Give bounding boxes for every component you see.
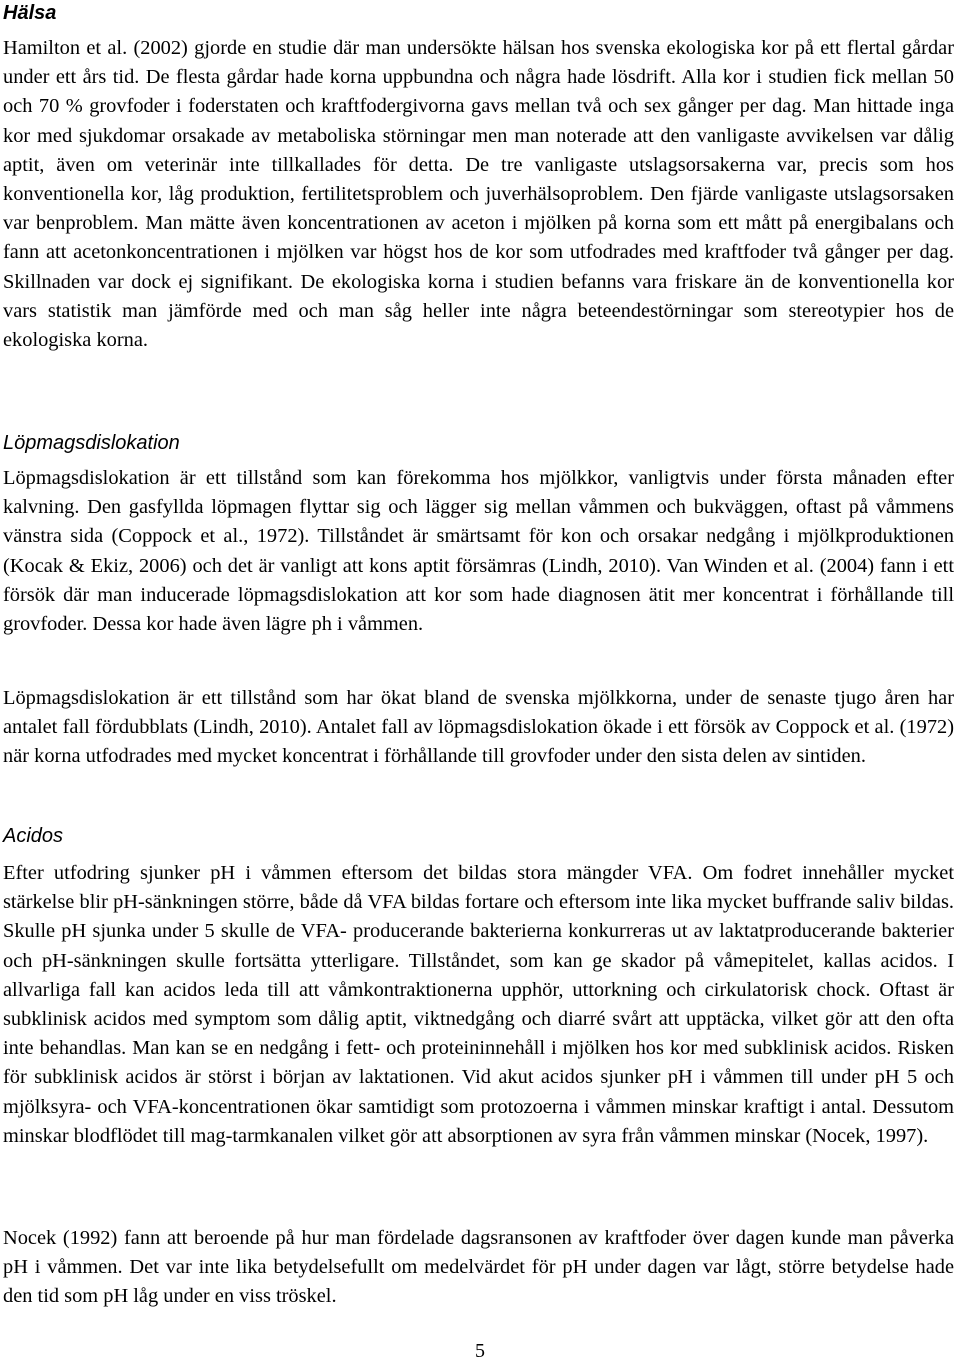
section-heading-halsa: Hälsa	[3, 2, 57, 24]
section-heading-acidos: Acidos	[3, 825, 64, 847]
paragraph-halsa-1: Hamilton et al. (2002) gjorde en studie där man undersökte hälsan hos svenska ekologiska kor på ett flertal gårdar under ett års tid. De flesta gårdar hade korna uppbundna och några hade lösdrift. Alla kor i studien fick mellan 50 och 70 % grovfoder i foderstaten och kraftfodergivorna gavs mellan två och sex gånger per dag. Man hittade inga kor med sjukdomar orsakade av metaboliska störningar men man noterade att den vanligaste avvikelsen var dålig aptit, även om veterinär inte tillkallades för detta. De tre vanligaste utslagsorsakerna var, precis som hos konventionella kor, låg produktion, fertilitetsproblem och juverhälsoproblem. Den fjärde vanligaste utslagsorsaken var benproblem. Man mätte även koncentrationen av aceton i mjölken på korna som ett mått på energibalans och fann att acetonkoncentrationen i mjölken var högst hos de kor som utfodrades med kraftfoder två gånger per dag. Skillnaden var dock ej signifikant. De ekologiska korna i studien befanns vara friskare än de konventionella kor vars statistik man jämförde med och man såg heller inte några beteendestörningar som stereotypier hos de ekologiska korna.	[3, 37, 954, 352]
paragraph-acidos-1: Efter utfodring sjunker pH i våmmen eftersom det bildas stora mängder VFA. Om fodret innehåller mycket stärkelse blir pH-sänkningen större, både då VFA bildas fortare och eftersom inte lika mycket buffrande saliv bildas. Skulle pH sjunka under 5 skulle de VFA- producerande bakterierna konkurreras ut av laktatproducerande bakterier och pH-sänkningen skulle fortsätta ytterligare. Tillståndet, som kan ge skador på våmepitelet, kallas acidos. I allvarliga fall kan acidos leda till att våmkontraktionerna upphör, uttorkning och cirkulatorisk chock. Oftast är subklinisk acidos med symptom som dålig aptit, viktnedgång och diarré svårt att upptäcka, vilket gör att den ofta inte behandlas. Man kan se en nedgång i fett- och proteininnehåll i mjölken hos kor med subklinisk acidos. Risken för subklinisk acidos är störst i början av laktationen. Vid akut acidos sjunker pH i våmmen till under pH 5 och mjölksyra- och VFA-koncentrationen ökar samtidigt som protozoerna i våmmen minskar kraftigt i antal. Dessutom minskar blodflödet till mag-tarmkanalen vilket gör att absorptionen av syra från våmmen minskar (Nocek, 1997).	[3, 862, 954, 1147]
paragraph-lopmagsdislokation-1: Löpmagsdislokation är ett tillstånd som kan förekomma hos mjölkkor, vanligtvis under första månaden efter kalvning. Den gasfyllda löpmagen flyttar sig och lägger sig mellan våmmen och bukväggen, oftast på våmmens vänstra sida (Coppock et al., 1972). Tillståndet är smärtsamt för kon och orsakar nedgång i mjölkproduktionen (Kocak & Ekiz, 2006) och det är vanligt att kons aptit försämras (Lindh, 2010). Van Winden et al. (2004) fann i ett försök där man inducerade löpmagsdislokation att kor som hade diagnosen ätit mer koncentrat i förhållande till grovfoder. Dessa kor hade även lägre ph i våmmen.	[3, 467, 954, 636]
paragraph-acidos-2: Nocek (1992) fann att beroende på hur man fördelade dagsransonen av kraftfoder över dagen kunde man påverka pH i våmmen. Det var inte lika betydelsefullt om medelvärdet för pH under dagen var lågt, större betydelse hade den tid som pH låg under en viss tröskel.	[3, 1227, 954, 1308]
paragraph-lopmagsdislokation-2: Löpmagsdislokation är ett tillstånd som har ökat bland de svenska mjölkkorna, under de senaste tjugo åren har antalet fall fördubblats (Lindh, 2010). Antalet fall av löpmagsdislokation ökade i ett försök av Coppock et al. (1972) när korna utfodrades med mycket koncentrat i förhållande till grovfoder under den sista delen av sintiden.	[3, 687, 954, 768]
page-number: 5	[475, 1340, 485, 1362]
section-heading-lopmagsdislokation: Löpmagsdislokation	[3, 432, 180, 454]
